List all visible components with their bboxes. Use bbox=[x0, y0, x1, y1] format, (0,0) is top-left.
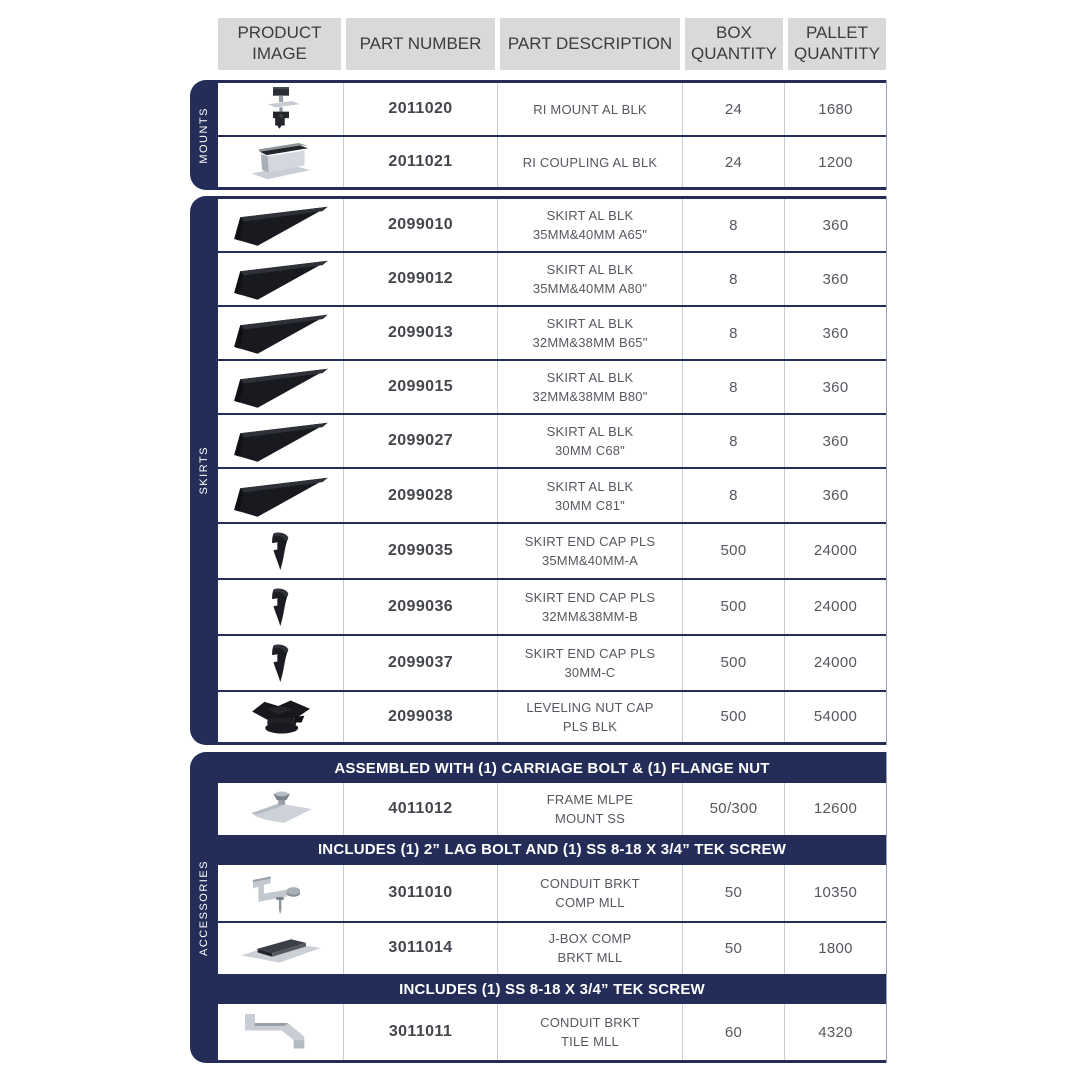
box-quantity-cell: 8 bbox=[682, 307, 784, 359]
product-image-cell bbox=[218, 865, 343, 921]
pallet-quantity-cell: 24000 bbox=[784, 636, 886, 690]
table-row bbox=[218, 253, 886, 305]
product-image-cell bbox=[218, 83, 343, 135]
box-quantity-cell: 8 bbox=[682, 469, 784, 521]
pallet-quantity-cell: 360 bbox=[784, 199, 886, 251]
column-header-product-image: PRODUCT IMAGE bbox=[218, 18, 341, 70]
skirt-end-cap-image bbox=[259, 527, 303, 575]
part-description-cell: SKIRT AL BLK 35MM&40MM A80" bbox=[497, 253, 682, 305]
part-description-cell: SKIRT AL BLK 30MM C68" bbox=[497, 415, 682, 467]
product-image-cell bbox=[218, 923, 343, 975]
banner-includes-lag-bolt-tek-screw: INCLUDES (1) 2” LAG BOLT AND (1) SS 8-18 X 3/4” TEK SCREW bbox=[317, 841, 787, 859]
conduit-bracket-tile-image bbox=[233, 1008, 329, 1056]
pallet-quantity-cell: 360 bbox=[784, 307, 886, 359]
skirt-profile-image bbox=[229, 418, 333, 464]
part-description-cell: J-BOX COMP BRKT MLL bbox=[497, 923, 682, 975]
part-number-cell: 2099015 bbox=[343, 361, 497, 413]
part-number-cell: 2099027 bbox=[343, 415, 497, 467]
ri-mount-image bbox=[250, 85, 312, 133]
part-number-cell: 2099010 bbox=[343, 199, 497, 251]
box-quantity-cell: 8 bbox=[682, 253, 784, 305]
pallet-quantity-cell: 4320 bbox=[784, 1004, 886, 1060]
box-quantity-cell: 60 bbox=[682, 1004, 784, 1060]
frame-mlpe-mount-image bbox=[239, 787, 323, 831]
table-row bbox=[218, 636, 886, 690]
box-quantity-cell: 50 bbox=[682, 865, 784, 921]
product-image-cell bbox=[218, 307, 343, 359]
skirt-profile-image bbox=[229, 364, 333, 410]
table-row bbox=[218, 692, 886, 742]
part-number-cell: 2011020 bbox=[343, 83, 497, 135]
table-row bbox=[218, 923, 886, 975]
section-label-mounts: MOUNTS bbox=[198, 106, 210, 164]
part-description-cell: SKIRT AL BLK 32MM&38MM B80" bbox=[497, 361, 682, 413]
table-row bbox=[218, 307, 886, 359]
product-image-cell bbox=[218, 580, 343, 634]
j-box-bracket-image bbox=[233, 926, 329, 970]
part-description-cell: LEVELING NUT CAP PLS BLK bbox=[497, 692, 682, 742]
pallet-quantity-cell: 360 bbox=[784, 469, 886, 521]
product-image-cell bbox=[218, 253, 343, 305]
box-quantity-cell: 50 bbox=[682, 923, 784, 975]
product-image-cell bbox=[218, 524, 343, 578]
part-number-cell: 2011021 bbox=[343, 137, 497, 187]
part-description-cell: SKIRT AL BLK 30MM C81" bbox=[497, 469, 682, 521]
box-quantity-cell: 24 bbox=[682, 137, 784, 187]
pallet-quantity-cell: 1680 bbox=[784, 83, 886, 135]
skirt-profile-image bbox=[229, 473, 333, 519]
table-row bbox=[218, 469, 886, 521]
column-header-part-description: PART DESCRIPTION bbox=[500, 18, 680, 70]
product-image-cell bbox=[218, 137, 343, 187]
box-quantity-cell: 500 bbox=[682, 692, 784, 742]
product-image-cell bbox=[218, 783, 343, 835]
product-image-cell bbox=[218, 199, 343, 251]
column-header-box-quantity: BOX QUANTITY bbox=[685, 18, 783, 70]
box-quantity-cell: 50/300 bbox=[682, 783, 784, 835]
box-quantity-cell: 24 bbox=[682, 83, 784, 135]
product-image-cell bbox=[218, 1004, 343, 1060]
column-header-pallet-quantity: PALLET QUANTITY bbox=[788, 18, 886, 70]
skirt-profile-image bbox=[229, 310, 333, 356]
column-header-part-number: PART NUMBER bbox=[346, 18, 495, 70]
part-description-cell: FRAME MLPE MOUNT SS bbox=[497, 783, 682, 835]
product-image-cell bbox=[218, 415, 343, 467]
section-label-accessories: ACCESSORIES bbox=[198, 859, 210, 956]
part-description-cell: SKIRT AL BLK 32MM&38MM B65" bbox=[497, 307, 682, 359]
table-row bbox=[218, 83, 886, 135]
table-row bbox=[218, 524, 886, 578]
section-mounts bbox=[190, 80, 887, 190]
pallet-quantity-cell: 360 bbox=[784, 253, 886, 305]
table-header-row bbox=[218, 18, 886, 70]
product-image-cell bbox=[218, 361, 343, 413]
skirt-profile-image bbox=[229, 202, 333, 248]
product-image-cell bbox=[218, 692, 343, 742]
pallet-quantity-cell: 24000 bbox=[784, 580, 886, 634]
pallet-quantity-cell: 10350 bbox=[784, 865, 886, 921]
box-quantity-cell: 8 bbox=[682, 415, 784, 467]
ri-coupling-image bbox=[238, 139, 324, 185]
section-skirts bbox=[190, 196, 887, 745]
product-image-cell bbox=[218, 469, 343, 521]
skirt-end-cap-image bbox=[259, 639, 303, 687]
pallet-quantity-cell: 360 bbox=[784, 361, 886, 413]
leveling-nut-cap-image bbox=[244, 695, 318, 739]
part-description-cell: RI COUPLING AL BLK bbox=[497, 137, 682, 187]
table-row bbox=[218, 783, 886, 835]
part-number-cell: 2099037 bbox=[343, 636, 497, 690]
part-description-cell: SKIRT END CAP PLS 32MM&38MM-B bbox=[497, 580, 682, 634]
part-number-cell: 2099012 bbox=[343, 253, 497, 305]
part-number-cell: 4011012 bbox=[343, 783, 497, 835]
table-row bbox=[218, 1004, 886, 1060]
skirt-profile-image bbox=[229, 256, 333, 302]
conduit-bracket-comp-image bbox=[240, 869, 322, 917]
part-number-cell: 3011014 bbox=[343, 923, 497, 975]
part-description-cell: SKIRT END CAP PLS 30MM-C bbox=[497, 636, 682, 690]
part-number-cell: 2099013 bbox=[343, 307, 497, 359]
pallet-quantity-cell: 360 bbox=[784, 415, 886, 467]
part-description-cell: CONDUIT BRKT COMP MLL bbox=[497, 865, 682, 921]
table-row bbox=[218, 361, 886, 413]
pallet-quantity-cell: 24000 bbox=[784, 524, 886, 578]
part-description-cell: CONDUIT BRKT TILE MLL bbox=[497, 1004, 682, 1060]
part-number-cell: 2099038 bbox=[343, 692, 497, 742]
box-quantity-cell: 8 bbox=[682, 361, 784, 413]
part-number-cell: 2099028 bbox=[343, 469, 497, 521]
table-row bbox=[218, 865, 886, 921]
part-description-cell: SKIRT END CAP PLS 35MM&40MM-A bbox=[497, 524, 682, 578]
box-quantity-cell: 500 bbox=[682, 636, 784, 690]
skirt-end-cap-image bbox=[259, 583, 303, 631]
product-image-cell bbox=[218, 636, 343, 690]
box-quantity-cell: 500 bbox=[682, 524, 784, 578]
table-row bbox=[218, 199, 886, 251]
part-description-cell: RI MOUNT AL BLK bbox=[497, 83, 682, 135]
banner-includes-tek-screw: INCLUDES (1) SS 8-18 X 3/4” TEK SCREW bbox=[399, 980, 705, 998]
table-row bbox=[218, 137, 886, 187]
pallet-quantity-cell: 1800 bbox=[784, 923, 886, 975]
part-number-cell: 2099035 bbox=[343, 524, 497, 578]
pallet-quantity-cell: 54000 bbox=[784, 692, 886, 742]
banner-assembled-with: ASSEMBLED WITH (1) CARRIAGE BOLT & (1) FLANGE NUT bbox=[334, 759, 770, 777]
part-number-cell: 3011011 bbox=[343, 1004, 497, 1060]
pallet-quantity-cell: 1200 bbox=[784, 137, 886, 187]
part-number-cell: 3011010 bbox=[343, 865, 497, 921]
pallet-quantity-cell: 12600 bbox=[784, 783, 886, 835]
part-number-cell: 2099036 bbox=[343, 580, 497, 634]
box-quantity-cell: 8 bbox=[682, 199, 784, 251]
section-accessories bbox=[190, 752, 887, 1063]
box-quantity-cell: 500 bbox=[682, 580, 784, 634]
section-label-skirts: SKIRTS bbox=[198, 446, 210, 495]
part-description-cell: SKIRT AL BLK 35MM&40MM A65" bbox=[497, 199, 682, 251]
table-row bbox=[218, 415, 886, 467]
table-row bbox=[218, 580, 886, 634]
